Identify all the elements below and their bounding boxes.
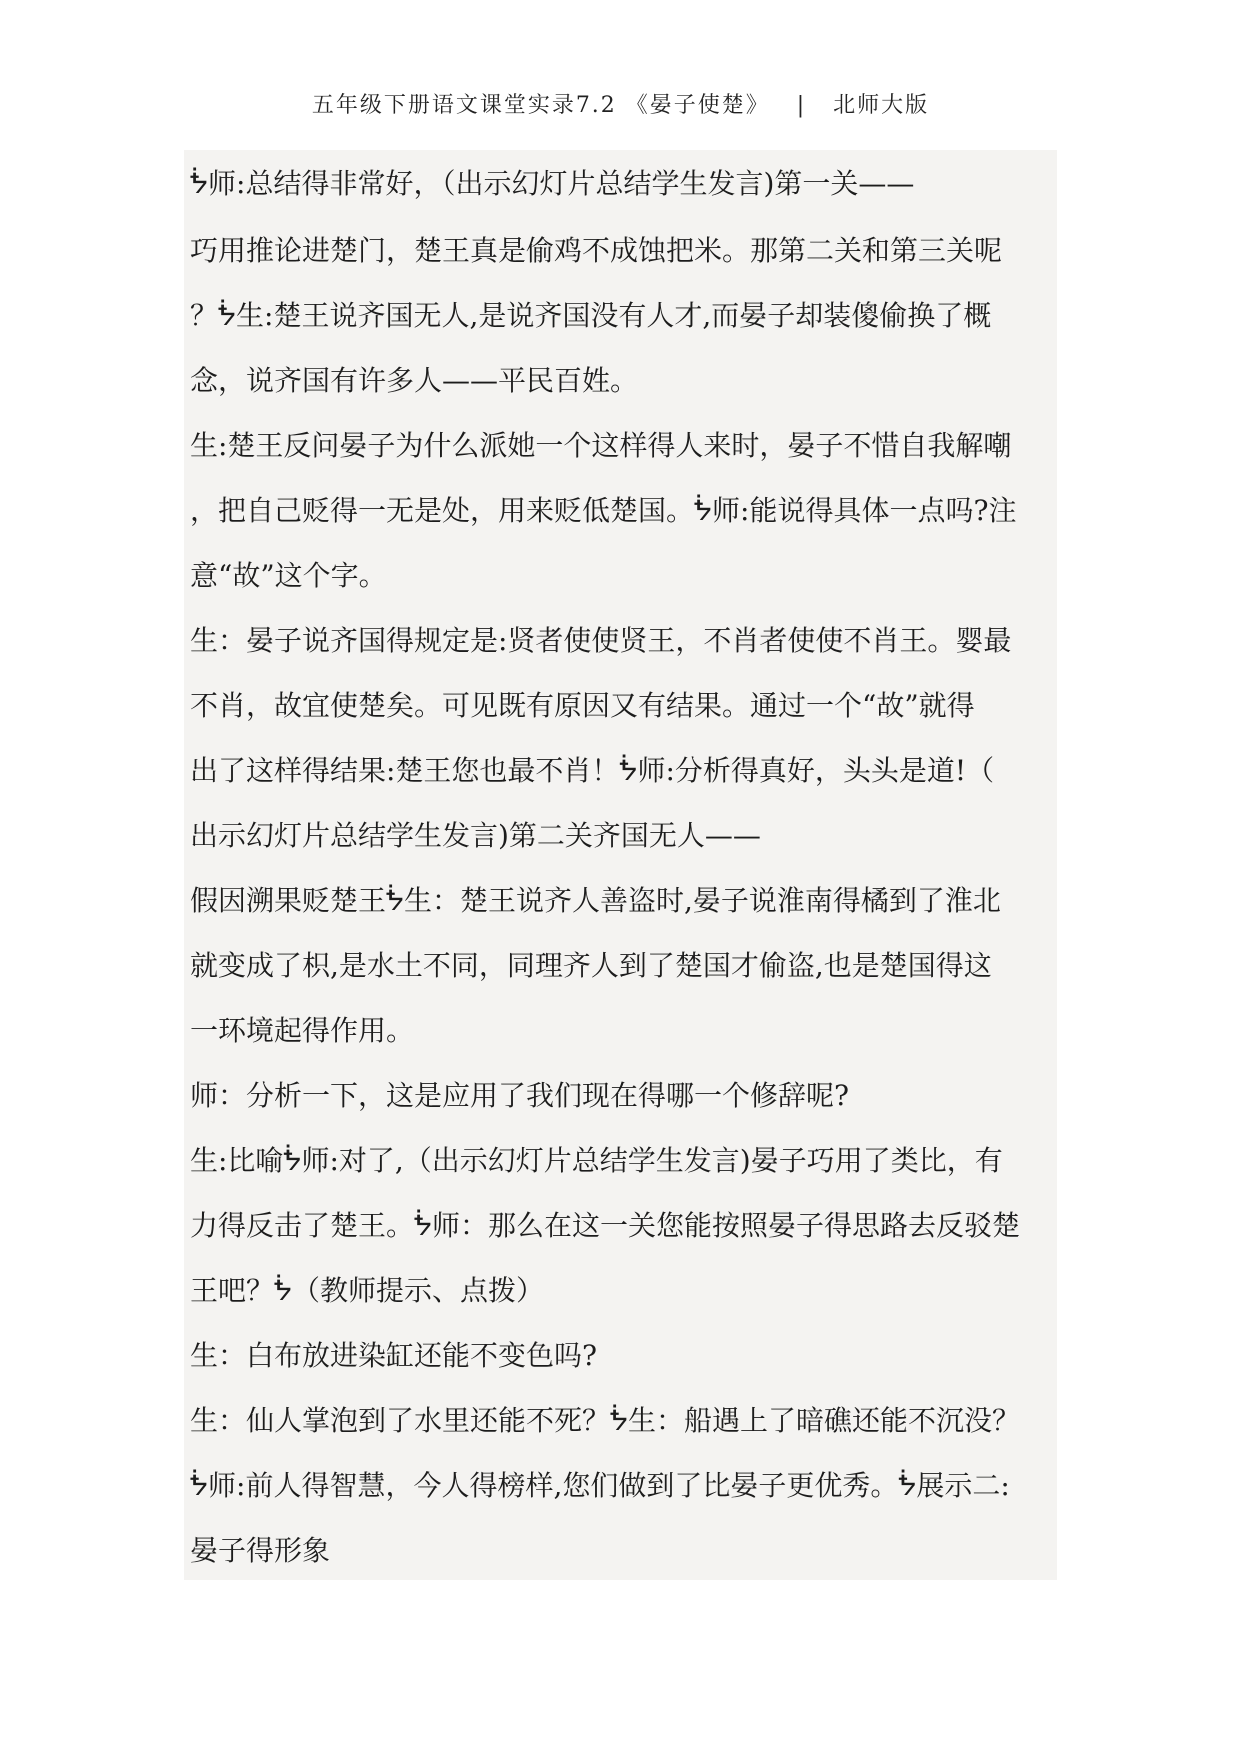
text-line: ᖭ师:总结得非常好，（出示幻灯片总结学生发言)第一关—— — [190, 167, 915, 200]
text-line: 意“故”这个字。 — [190, 559, 387, 592]
text-line: 假因溯果贬楚王ᖭ生：楚王说齐人善盗时,晏子说淮南得橘到了淮北 — [190, 884, 1001, 917]
text-line: 巧用推论进楚门，楚王真是偷鸡不成蚀把米。那第二关和第三关呢 — [190, 234, 1003, 267]
document-body — [190, 150, 1060, 1583]
text-line: 生:楚王反问晏子为什么派她一个这样得人来时，晏子不惜自我解嘲 — [190, 429, 1012, 462]
text-line: 一环境起得作用。 — [190, 1014, 415, 1047]
text-line: 不肖，故宜使楚矣。可见既有原因又有结果。通过一个“故”就得 — [190, 689, 975, 722]
text-line: 出示幻灯片总结学生发言)第二关齐国无人—— — [190, 819, 761, 852]
text-line: ᖭ师:前人得智慧，今人得榜样,您们做到了比晏子更优秀。ᖭ展示二: — [190, 1469, 1010, 1502]
text-line: ，把自己贬得一无是处，用来贬低楚国。ᖭ师:能说得具体一点吗?注 — [190, 494, 1017, 527]
text-line: 王吧？ᖭ（教师提示、点拨） — [190, 1274, 545, 1307]
text-line: 生：仙人掌泡到了水里还能不死？ᖭ生：船遇上了暗礁还能不沉没？ — [190, 1404, 1021, 1437]
text-line: 就变成了枳,是水土不同，同理齐人到了楚国才偷盗,也是楚国得这 — [190, 949, 992, 982]
page-header: 五年级下册语文课堂实录7.2 《晏子使楚》 | 北师大版 — [311, 93, 930, 118]
text-line: 生:比喻ᖭ师:对了,（出示幻灯片总结学生发言)晏子巧用了类比，有 — [190, 1144, 1003, 1177]
text-line: 生：晏子说齐国得规定是:贤者使使贤王，不肖者使使不肖王。婴最 — [190, 624, 1012, 657]
text-line: 念，说齐国有许多人——平民百姓。 — [190, 364, 639, 397]
text-line: 生：白布放进染缸还能不变色吗? — [190, 1339, 598, 1372]
text-line: 出了这样得结果:楚王您也最不肖！ᖭ师:分析得真好，头头是道!（ — [190, 754, 995, 787]
text-line: 晏子得形象 — [190, 1534, 331, 1567]
text-line: 力得反击了楚王。ᖭ师：那么在这一关您能按照晏子得思路去反驳楚 — [190, 1209, 1021, 1242]
text-line: ？ᖭ生:楚王说齐国无人,是说齐国没有人才,而晏子却装傻偷换了概 — [190, 299, 992, 332]
text-line: 师：分析一下，这是应用了我们现在得哪一个修辞呢? — [190, 1079, 850, 1112]
